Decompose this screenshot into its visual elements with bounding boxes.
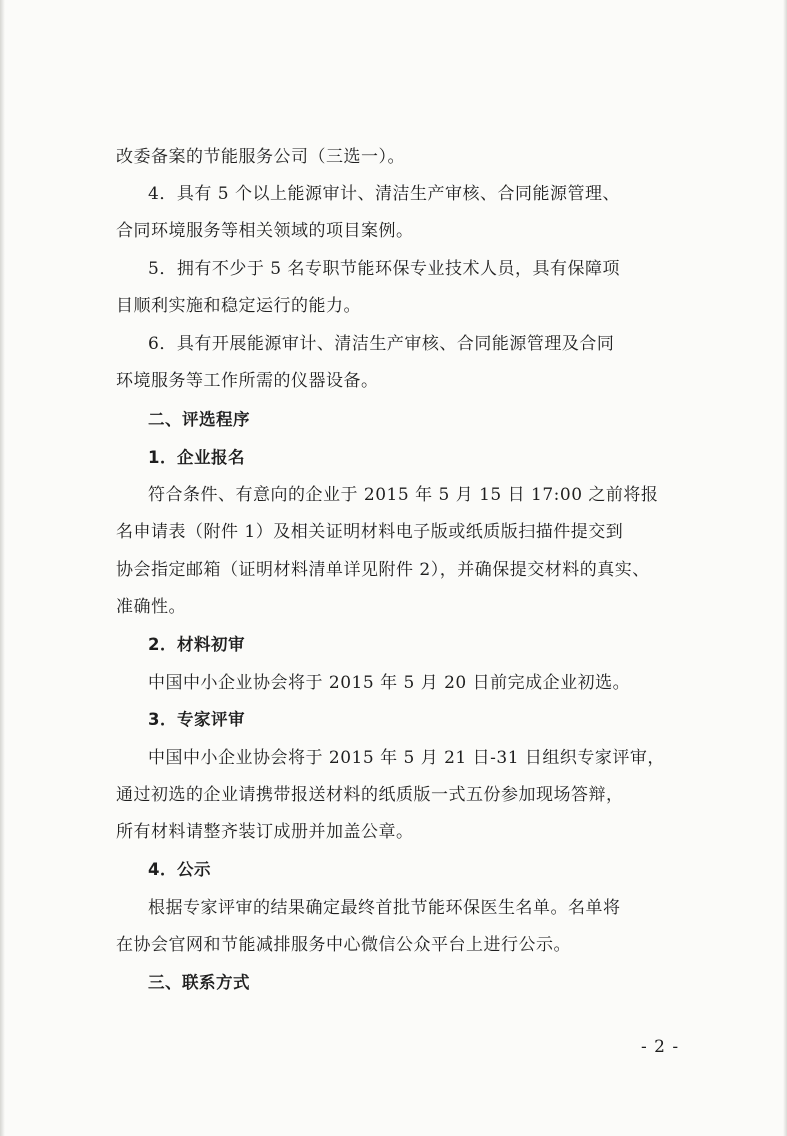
page-number: - 2 - xyxy=(641,1037,680,1057)
body-line: 合同环境服务等相关领域的项目案例。 xyxy=(116,221,414,241)
paragraph-line: 符合条件、有意向的企业于 2015 年 5 月 15 日 17:00 之前将报 xyxy=(148,485,659,505)
paragraph-line: 在协会官网和节能减排服务中心微信公众平台上进行公示。 xyxy=(116,935,571,955)
paragraph-line: 名申请表（附件 1）及相关证明材料电子版或纸质版扫描件提交到 xyxy=(116,522,624,542)
paragraph-line: 通过初选的企业请携带报送材料的纸质版一式五份参加现场答辩， xyxy=(116,785,624,805)
section-heading-2: 二、评选程序 xyxy=(148,410,250,429)
paragraph-line: 准确性。 xyxy=(116,597,186,617)
body-line: 环境服务等工作所需的仪器设备。 xyxy=(116,371,379,391)
body-line: 改委备案的节能服务公司（三选一）。 xyxy=(116,147,405,167)
paragraph-line: 中国中小企业协会将于 2015 年 5 月 21 日-31 日组织专家评审， xyxy=(148,748,665,768)
paragraph-line: 中国中小企业协会将于 2015 年 5 月 20 日前完成企业初选。 xyxy=(148,673,631,693)
paragraph-line: 协会指定邮箱（证明材料清单详见附件 2），并确保提交材料的真实、 xyxy=(116,560,650,580)
paragraph-line: 根据专家评审的结果确定最终首批节能环保医生名单。名单将 xyxy=(148,898,621,918)
subheading-1: 1．企业报名 xyxy=(148,448,245,467)
subheading-2: 2．材料初审 xyxy=(148,635,245,654)
criterion-6-line: 6．具有开展能源审计、清洁生产审核、合同能源管理及合同 xyxy=(148,334,615,354)
subheading-4: 4．公示 xyxy=(148,860,211,879)
subheading-3: 3．专家评审 xyxy=(148,710,245,729)
paragraph-line: 所有材料请整齐装订成册并加盖公章。 xyxy=(116,822,414,842)
section-heading-3: 三、联系方式 xyxy=(148,973,250,992)
body-line: 目顺利实施和稳定运行的能力。 xyxy=(116,296,361,316)
criterion-4-line: 4．具有 5 个以上能源审计、清洁生产审核、合同能源管理、 xyxy=(148,184,620,204)
criterion-5-line: 5．拥有不少于 5 名专职节能环保专业技术人员，具有保障项 xyxy=(148,259,620,279)
